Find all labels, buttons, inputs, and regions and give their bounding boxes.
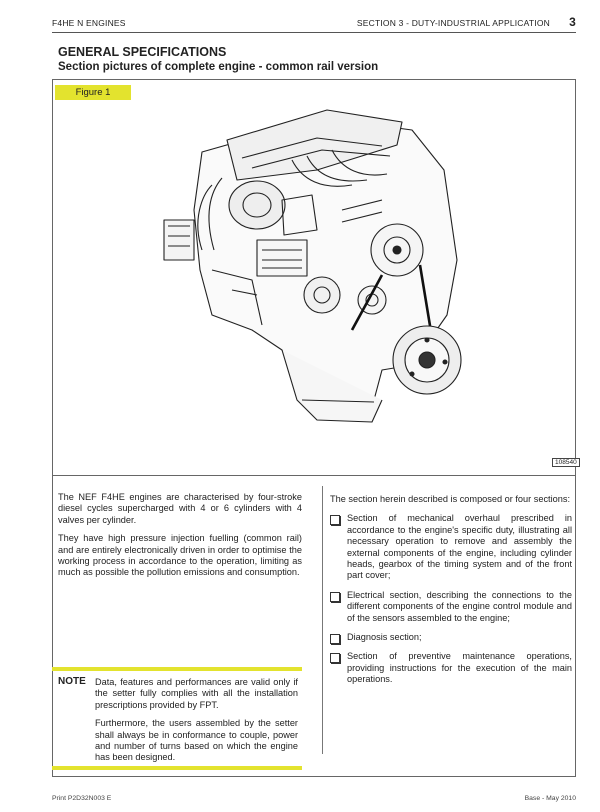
sections-intro: The section herein described is composed or four sections: [330, 494, 571, 504]
checkbox-icon [330, 515, 340, 525]
list-item [330, 632, 572, 643]
figure-area [52, 100, 576, 476]
figure-number: 108540 [552, 458, 580, 467]
description-paragraph-1: The NEF F4HE engines are characterised by four-stroke diesel cycles supercharged with 4 or 6 cylinders with 4 valves per cylinder. [58, 492, 302, 525]
page-number: 3 [569, 15, 576, 29]
figure-label: Figure 1 [55, 85, 131, 100]
note-body [95, 677, 298, 771]
note-paragraph-1: Data, features and performances are valid only if the setter fully complies with all the installation prescriptions provided by FPT. [95, 677, 298, 710]
list-item-text: Section of mechanical overhaul prescribed in accordance to the engine's specific duty, illustrating all necessary operation to remove and assembly the external components of the engine, including cylinder heads, gearbox of the timing system and of the front part cover; [347, 513, 572, 581]
engine-drawing-icon [52, 100, 576, 476]
list-item-text: Electrical section, describing the connections to the different components of the engine control module and of the sensors assembled to the engine; [347, 589, 572, 623]
list-item [330, 651, 572, 685]
page-subtitle: Section pictures of complete engine - common rail version [58, 61, 379, 73]
header-section-title: SECTION 3 - DUTY-INDUSTRIAL APPLICATION [356, 18, 550, 28]
engine-description [58, 492, 302, 586]
sections-list [330, 513, 572, 685]
description-paragraph-2: They have high pressure injection fuelling (common rail) and are entirely electronically driven in order to optimise the working process in accordance to the operation, limiting as much as possible the pollution emissions and consumption. [58, 533, 302, 578]
checkbox-icon [330, 592, 340, 602]
sections-overview [330, 494, 572, 694]
header-manual-title: F4HE N ENGINES [52, 18, 126, 28]
note-bottom-rule [52, 766, 302, 770]
note-label: NOTE [58, 676, 86, 687]
list-item-text: Section of preventive maintenance operations, providing instructions for the execution of the main operations. [347, 651, 572, 685]
footer-edition: Base - May 2010 [524, 795, 576, 802]
checkbox-icon [330, 634, 340, 644]
header-divider [52, 32, 576, 33]
footer-print-code: Print P2D32N003 E [52, 795, 112, 802]
checkbox-icon [330, 653, 340, 663]
list-item [330, 590, 572, 624]
page-header [52, 10, 576, 32]
list-item-text: Diagnosis section; [347, 632, 422, 643]
note-paragraph-2: Furthermore, the users assembled by the setter shall always be in conformance to couple, power and number of turns based on which the engine has been designed. [95, 718, 298, 763]
column-divider [322, 486, 323, 754]
note-top-rule [52, 667, 302, 671]
list-item [330, 513, 572, 581]
page-title: GENERAL SPECIFICATIONS [58, 45, 227, 59]
